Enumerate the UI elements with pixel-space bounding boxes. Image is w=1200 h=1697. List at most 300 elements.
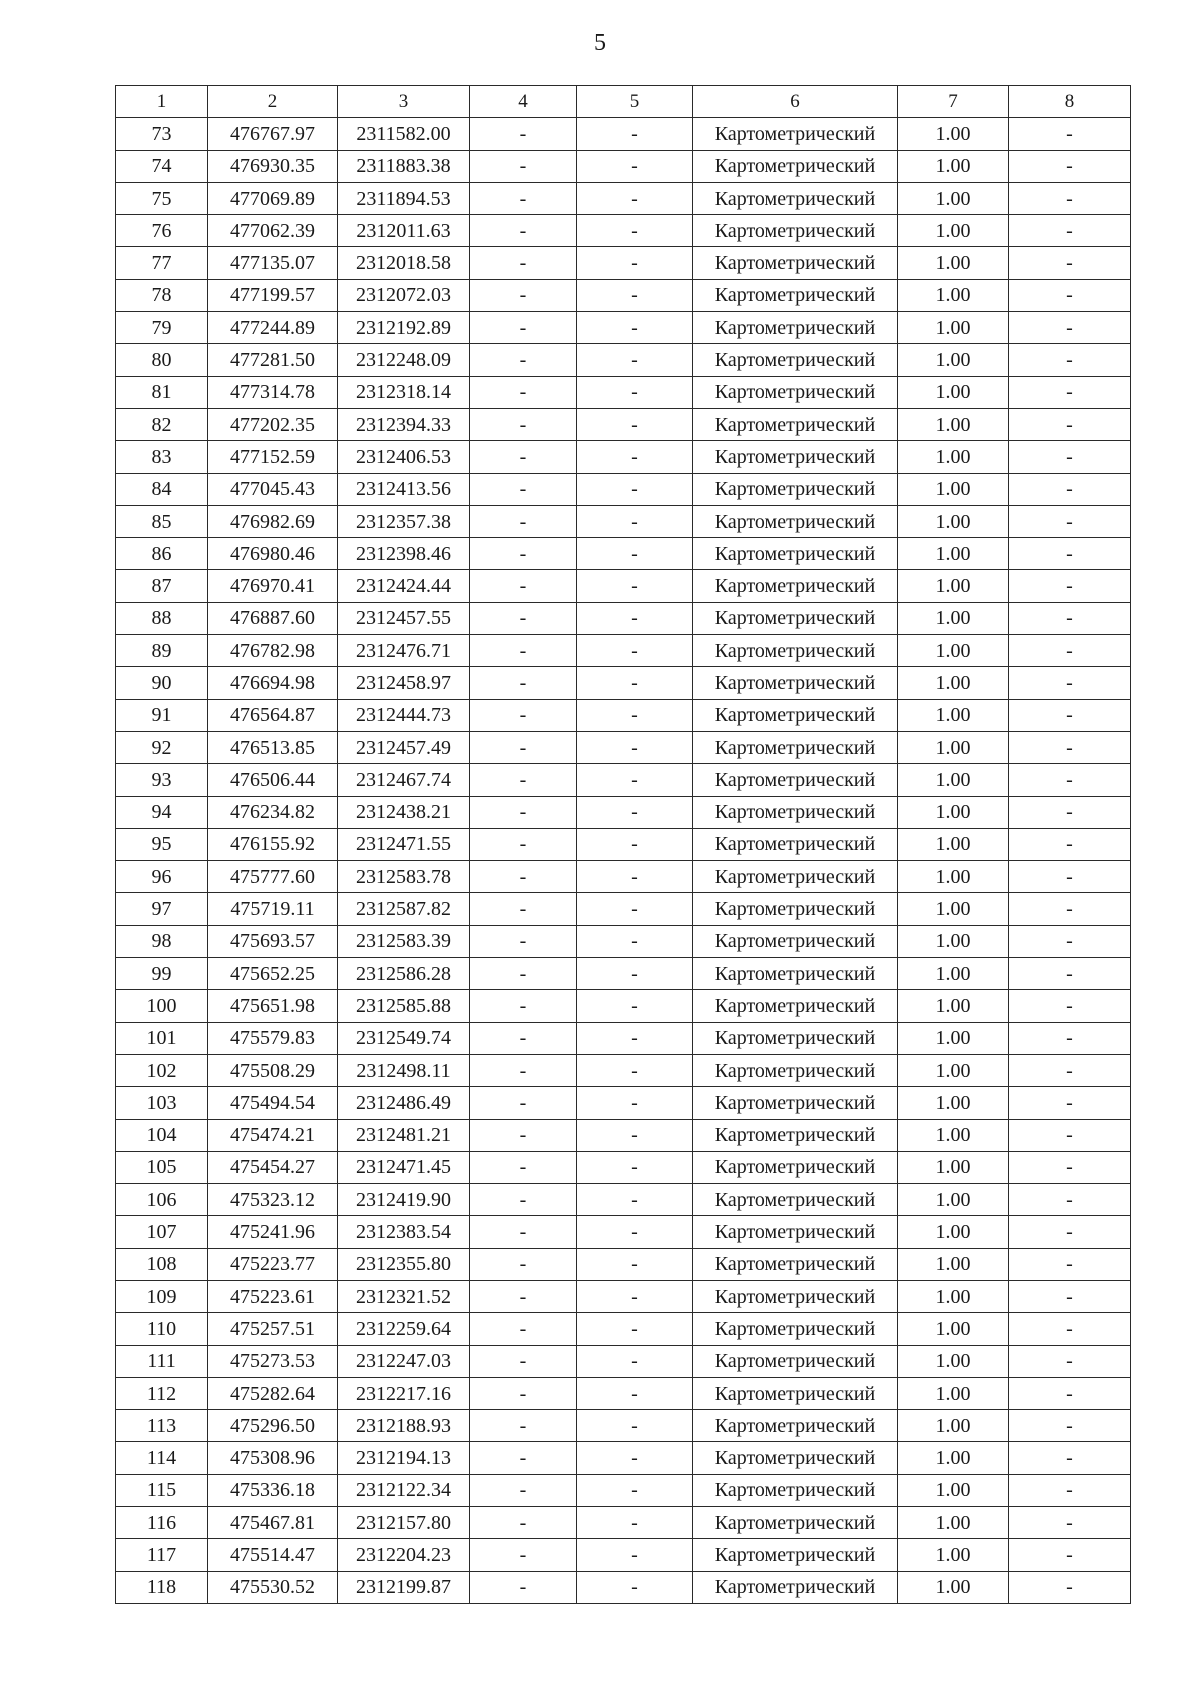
- point-number-cell: 91: [116, 699, 208, 731]
- column-8-cell: -: [1009, 1442, 1131, 1474]
- column-5-cell: -: [577, 1442, 693, 1474]
- column-4-cell: -: [470, 376, 577, 408]
- x-coordinate-cell: 475651.98: [208, 990, 338, 1022]
- column-5-cell: -: [577, 1280, 693, 1312]
- table-row: [116, 1539, 1131, 1571]
- column-4-cell: -: [470, 1280, 577, 1312]
- y-coordinate-cell: 2312247.03: [338, 1345, 470, 1377]
- x-coordinate-cell: 477199.57: [208, 279, 338, 311]
- x-coordinate-cell: 477314.78: [208, 376, 338, 408]
- point-number-cell: 96: [116, 861, 208, 893]
- y-coordinate-cell: 2312192.89: [338, 312, 470, 344]
- x-coordinate-cell: 475777.60: [208, 861, 338, 893]
- column-4-cell: -: [470, 1248, 577, 1280]
- column-4-cell: -: [470, 570, 577, 602]
- method-cell: Картометрический: [693, 344, 898, 376]
- column-4-cell: -: [470, 1054, 577, 1086]
- column-8-cell: -: [1009, 1087, 1131, 1119]
- y-coordinate-cell: 2312355.80: [338, 1248, 470, 1280]
- table-row: [116, 505, 1131, 537]
- point-number-cell: 118: [116, 1571, 208, 1603]
- x-coordinate-cell: 476982.69: [208, 505, 338, 537]
- y-coordinate-cell: 2312248.09: [338, 344, 470, 376]
- precision-cell: 1.00: [898, 893, 1009, 925]
- x-coordinate-cell: 475282.64: [208, 1377, 338, 1409]
- column-header: 1: [116, 86, 208, 118]
- table-row: [116, 344, 1131, 376]
- table-row: [116, 1087, 1131, 1119]
- precision-cell: 1.00: [898, 699, 1009, 731]
- x-coordinate-cell: 475494.54: [208, 1087, 338, 1119]
- table-row: [116, 731, 1131, 763]
- column-4-cell: -: [470, 893, 577, 925]
- method-cell: Картометрический: [693, 1248, 898, 1280]
- column-4-cell: -: [470, 182, 577, 214]
- table-row: [116, 635, 1131, 667]
- column-5-cell: -: [577, 635, 693, 667]
- column-4-cell: -: [470, 764, 577, 796]
- column-5-cell: -: [577, 473, 693, 505]
- point-number-cell: 73: [116, 118, 208, 150]
- method-cell: Картометрический: [693, 1054, 898, 1086]
- point-number-cell: 84: [116, 473, 208, 505]
- y-coordinate-cell: 2312259.64: [338, 1313, 470, 1345]
- method-cell: Картометрический: [693, 1184, 898, 1216]
- column-8-cell: -: [1009, 279, 1131, 311]
- column-8-cell: -: [1009, 1022, 1131, 1054]
- y-coordinate-cell: 2312122.34: [338, 1474, 470, 1506]
- column-4-cell: -: [470, 731, 577, 763]
- column-4-cell: -: [470, 118, 577, 150]
- y-coordinate-cell: 2312318.14: [338, 376, 470, 408]
- column-5-cell: -: [577, 925, 693, 957]
- column-8-cell: -: [1009, 1410, 1131, 1442]
- table-row: [116, 279, 1131, 311]
- precision-cell: 1.00: [898, 764, 1009, 796]
- point-number-cell: 78: [116, 279, 208, 311]
- column-5-cell: -: [577, 958, 693, 990]
- y-coordinate-cell: 2311582.00: [338, 118, 470, 150]
- column-5-cell: -: [577, 1474, 693, 1506]
- table-row: [116, 441, 1131, 473]
- table-row: [116, 667, 1131, 699]
- column-8-cell: -: [1009, 893, 1131, 925]
- column-5-cell: -: [577, 215, 693, 247]
- precision-cell: 1.00: [898, 182, 1009, 214]
- column-8-cell: -: [1009, 699, 1131, 731]
- x-coordinate-cell: 476767.97: [208, 118, 338, 150]
- column-8-cell: -: [1009, 764, 1131, 796]
- point-number-cell: 95: [116, 828, 208, 860]
- column-5-cell: -: [577, 667, 693, 699]
- point-number-cell: 99: [116, 958, 208, 990]
- x-coordinate-cell: 475223.61: [208, 1280, 338, 1312]
- column-5-cell: -: [577, 312, 693, 344]
- column-5-cell: -: [577, 118, 693, 150]
- y-coordinate-cell: 2312457.49: [338, 731, 470, 763]
- point-number-cell: 82: [116, 408, 208, 440]
- column-4-cell: -: [470, 215, 577, 247]
- column-5-cell: -: [577, 990, 693, 1022]
- x-coordinate-cell: 475719.11: [208, 893, 338, 925]
- method-cell: Картометрический: [693, 731, 898, 763]
- point-number-cell: 74: [116, 150, 208, 182]
- method-cell: Картометрический: [693, 925, 898, 957]
- column-8-cell: -: [1009, 667, 1131, 699]
- x-coordinate-cell: 476930.35: [208, 150, 338, 182]
- table-row: [116, 1474, 1131, 1506]
- column-8-cell: -: [1009, 861, 1131, 893]
- column-8-cell: -: [1009, 1151, 1131, 1183]
- table-row: [116, 312, 1131, 344]
- y-coordinate-cell: 2312424.44: [338, 570, 470, 602]
- column-8-cell: -: [1009, 796, 1131, 828]
- precision-cell: 1.00: [898, 1248, 1009, 1280]
- column-8-cell: -: [1009, 1216, 1131, 1248]
- method-cell: Картометрический: [693, 796, 898, 828]
- y-coordinate-cell: 2312217.16: [338, 1377, 470, 1409]
- precision-cell: 1.00: [898, 247, 1009, 279]
- column-8-cell: -: [1009, 247, 1131, 279]
- x-coordinate-cell: 477045.43: [208, 473, 338, 505]
- point-number-cell: 79: [116, 312, 208, 344]
- table-row: [116, 1054, 1131, 1086]
- precision-cell: 1.00: [898, 473, 1009, 505]
- column-8-cell: -: [1009, 1571, 1131, 1603]
- y-coordinate-cell: 2312587.82: [338, 893, 470, 925]
- method-cell: Картометрический: [693, 990, 898, 1022]
- precision-cell: 1.00: [898, 505, 1009, 537]
- column-4-cell: -: [470, 796, 577, 828]
- y-coordinate-cell: 2312018.58: [338, 247, 470, 279]
- precision-cell: 1.00: [898, 118, 1009, 150]
- precision-cell: 1.00: [898, 1151, 1009, 1183]
- column-8-cell: -: [1009, 150, 1131, 182]
- column-8-cell: -: [1009, 731, 1131, 763]
- table-row: [116, 796, 1131, 828]
- point-number-cell: 110: [116, 1313, 208, 1345]
- column-5-cell: -: [577, 247, 693, 279]
- column-8-cell: -: [1009, 1313, 1131, 1345]
- x-coordinate-cell: 476782.98: [208, 635, 338, 667]
- point-number-cell: 80: [116, 344, 208, 376]
- column-5-cell: -: [577, 344, 693, 376]
- point-number-cell: 101: [116, 1022, 208, 1054]
- column-8-cell: -: [1009, 1474, 1131, 1506]
- method-cell: Картометрический: [693, 215, 898, 247]
- y-coordinate-cell: 2312476.71: [338, 635, 470, 667]
- table-row: [116, 958, 1131, 990]
- y-coordinate-cell: 2312471.55: [338, 828, 470, 860]
- column-5-cell: -: [577, 1216, 693, 1248]
- column-8-cell: -: [1009, 828, 1131, 860]
- method-cell: Картометрический: [693, 1216, 898, 1248]
- column-4-cell: -: [470, 505, 577, 537]
- method-cell: Картометрический: [693, 1377, 898, 1409]
- column-5-cell: -: [577, 1119, 693, 1151]
- table-row: [116, 1216, 1131, 1248]
- column-8-cell: -: [1009, 376, 1131, 408]
- x-coordinate-cell: 477062.39: [208, 215, 338, 247]
- column-4-cell: -: [470, 473, 577, 505]
- column-8-cell: -: [1009, 1377, 1131, 1409]
- point-number-cell: 117: [116, 1539, 208, 1571]
- y-coordinate-cell: 2312549.74: [338, 1022, 470, 1054]
- column-4-cell: -: [470, 150, 577, 182]
- column-5-cell: -: [577, 1054, 693, 1086]
- x-coordinate-cell: 475241.96: [208, 1216, 338, 1248]
- x-coordinate-cell: 475579.83: [208, 1022, 338, 1054]
- y-coordinate-cell: 2312398.46: [338, 538, 470, 570]
- method-cell: Картометрический: [693, 667, 898, 699]
- column-8-cell: -: [1009, 1248, 1131, 1280]
- column-8-cell: -: [1009, 1539, 1131, 1571]
- precision-cell: 1.00: [898, 441, 1009, 473]
- precision-cell: 1.00: [898, 1571, 1009, 1603]
- x-coordinate-cell: 476694.98: [208, 667, 338, 699]
- method-cell: Картометрический: [693, 1119, 898, 1151]
- column-8-cell: -: [1009, 990, 1131, 1022]
- column-5-cell: -: [577, 1087, 693, 1119]
- column-header: 2: [208, 86, 338, 118]
- column-8-cell: -: [1009, 958, 1131, 990]
- column-4-cell: -: [470, 408, 577, 440]
- y-coordinate-cell: 2312438.21: [338, 796, 470, 828]
- column-5-cell: -: [577, 408, 693, 440]
- table-header: [116, 86, 1131, 118]
- column-8-cell: -: [1009, 1280, 1131, 1312]
- y-coordinate-cell: 2312194.13: [338, 1442, 470, 1474]
- column-5-cell: -: [577, 1571, 693, 1603]
- point-number-cell: 115: [116, 1474, 208, 1506]
- y-coordinate-cell: 2311894.53: [338, 182, 470, 214]
- point-number-cell: 114: [116, 1442, 208, 1474]
- precision-cell: 1.00: [898, 1345, 1009, 1377]
- precision-cell: 1.00: [898, 1119, 1009, 1151]
- column-5-cell: -: [577, 699, 693, 731]
- column-5-cell: -: [577, 602, 693, 634]
- table-row: [116, 150, 1131, 182]
- precision-cell: 1.00: [898, 1442, 1009, 1474]
- method-cell: Картометрический: [693, 538, 898, 570]
- table-row: [116, 1442, 1131, 1474]
- table-row: [116, 602, 1131, 634]
- point-number-cell: 87: [116, 570, 208, 602]
- method-cell: Картометрический: [693, 376, 898, 408]
- precision-cell: 1.00: [898, 602, 1009, 634]
- column-4-cell: -: [470, 247, 577, 279]
- column-5-cell: -: [577, 182, 693, 214]
- method-cell: Картометрический: [693, 1345, 898, 1377]
- column-8-cell: -: [1009, 1184, 1131, 1216]
- point-number-cell: 89: [116, 635, 208, 667]
- y-coordinate-cell: 2312199.87: [338, 1571, 470, 1603]
- table-body: [116, 118, 1131, 1604]
- x-coordinate-cell: 477244.89: [208, 312, 338, 344]
- y-coordinate-cell: 2312394.33: [338, 408, 470, 440]
- column-5-cell: -: [577, 538, 693, 570]
- x-coordinate-cell: 476887.60: [208, 602, 338, 634]
- point-number-cell: 104: [116, 1119, 208, 1151]
- column-4-cell: -: [470, 1345, 577, 1377]
- column-5-cell: -: [577, 279, 693, 311]
- y-coordinate-cell: 2312406.53: [338, 441, 470, 473]
- column-4-cell: -: [470, 861, 577, 893]
- column-4-cell: -: [470, 1571, 577, 1603]
- column-4-cell: -: [470, 1151, 577, 1183]
- column-8-cell: -: [1009, 441, 1131, 473]
- column-8-cell: -: [1009, 1345, 1131, 1377]
- precision-cell: 1.00: [898, 312, 1009, 344]
- precision-cell: 1.00: [898, 1507, 1009, 1539]
- precision-cell: 1.00: [898, 215, 1009, 247]
- method-cell: Картометрический: [693, 182, 898, 214]
- column-4-cell: -: [470, 312, 577, 344]
- y-coordinate-cell: 2312457.55: [338, 602, 470, 634]
- column-4-cell: -: [470, 699, 577, 731]
- precision-cell: 1.00: [898, 828, 1009, 860]
- point-number-cell: 83: [116, 441, 208, 473]
- table-row: [116, 118, 1131, 150]
- table-row: [116, 828, 1131, 860]
- x-coordinate-cell: 475454.27: [208, 1151, 338, 1183]
- point-number-cell: 88: [116, 602, 208, 634]
- precision-cell: 1.00: [898, 925, 1009, 957]
- precision-cell: 1.00: [898, 861, 1009, 893]
- precision-cell: 1.00: [898, 1087, 1009, 1119]
- column-4-cell: -: [470, 279, 577, 311]
- table-row: [116, 538, 1131, 570]
- y-coordinate-cell: 2312498.11: [338, 1054, 470, 1086]
- column-4-cell: -: [470, 925, 577, 957]
- column-5-cell: -: [577, 1377, 693, 1409]
- y-coordinate-cell: 2312444.73: [338, 699, 470, 731]
- method-cell: Картометрический: [693, 699, 898, 731]
- x-coordinate-cell: 475693.57: [208, 925, 338, 957]
- x-coordinate-cell: 476980.46: [208, 538, 338, 570]
- column-header: 5: [577, 86, 693, 118]
- y-coordinate-cell: 2312204.23: [338, 1539, 470, 1571]
- point-number-cell: 77: [116, 247, 208, 279]
- x-coordinate-cell: 476234.82: [208, 796, 338, 828]
- column-8-cell: -: [1009, 1054, 1131, 1086]
- point-number-cell: 81: [116, 376, 208, 408]
- column-5-cell: -: [577, 1184, 693, 1216]
- point-number-cell: 97: [116, 893, 208, 925]
- precision-cell: 1.00: [898, 731, 1009, 763]
- column-header: 8: [1009, 86, 1131, 118]
- point-number-cell: 105: [116, 1151, 208, 1183]
- table-row: [116, 215, 1131, 247]
- column-header: 3: [338, 86, 470, 118]
- table-row: [116, 1248, 1131, 1280]
- precision-cell: 1.00: [898, 376, 1009, 408]
- table-row: [116, 408, 1131, 440]
- point-number-cell: 116: [116, 1507, 208, 1539]
- column-5-cell: -: [577, 828, 693, 860]
- point-number-cell: 113: [116, 1410, 208, 1442]
- table-row: [116, 1184, 1131, 1216]
- x-coordinate-cell: 475308.96: [208, 1442, 338, 1474]
- point-number-cell: 93: [116, 764, 208, 796]
- column-5-cell: -: [577, 764, 693, 796]
- precision-cell: 1.00: [898, 635, 1009, 667]
- method-cell: Картометрический: [693, 893, 898, 925]
- point-number-cell: 100: [116, 990, 208, 1022]
- column-5-cell: -: [577, 570, 693, 602]
- point-number-cell: 106: [116, 1184, 208, 1216]
- precision-cell: 1.00: [898, 1377, 1009, 1409]
- column-8-cell: -: [1009, 505, 1131, 537]
- column-5-cell: -: [577, 1022, 693, 1054]
- x-coordinate-cell: 475530.52: [208, 1571, 338, 1603]
- column-5-cell: -: [577, 893, 693, 925]
- x-coordinate-cell: 477069.89: [208, 182, 338, 214]
- table-row: [116, 1280, 1131, 1312]
- x-coordinate-cell: 477202.35: [208, 408, 338, 440]
- method-cell: Картометрический: [693, 1087, 898, 1119]
- precision-cell: 1.00: [898, 1410, 1009, 1442]
- method-cell: Картометрический: [693, 150, 898, 182]
- precision-cell: 1.00: [898, 570, 1009, 602]
- precision-cell: 1.00: [898, 1280, 1009, 1312]
- table-row: [116, 376, 1131, 408]
- method-cell: Картометрический: [693, 764, 898, 796]
- table-row: [116, 1507, 1131, 1539]
- x-coordinate-cell: 477281.50: [208, 344, 338, 376]
- column-5-cell: -: [577, 861, 693, 893]
- column-4-cell: -: [470, 1442, 577, 1474]
- point-number-cell: 76: [116, 215, 208, 247]
- column-4-cell: -: [470, 958, 577, 990]
- y-coordinate-cell: 2312413.56: [338, 473, 470, 505]
- x-coordinate-cell: 477152.59: [208, 441, 338, 473]
- point-number-cell: 107: [116, 1216, 208, 1248]
- x-coordinate-cell: 475514.47: [208, 1539, 338, 1571]
- column-8-cell: -: [1009, 215, 1131, 247]
- column-8-cell: -: [1009, 1507, 1131, 1539]
- column-8-cell: -: [1009, 344, 1131, 376]
- column-4-cell: -: [470, 635, 577, 667]
- table-row: [116, 1022, 1131, 1054]
- y-coordinate-cell: 2312481.21: [338, 1119, 470, 1151]
- x-coordinate-cell: 475652.25: [208, 958, 338, 990]
- y-coordinate-cell: 2312188.93: [338, 1410, 470, 1442]
- column-8-cell: -: [1009, 635, 1131, 667]
- column-8-cell: -: [1009, 925, 1131, 957]
- column-5-cell: -: [577, 1410, 693, 1442]
- y-coordinate-cell: 2312585.88: [338, 990, 470, 1022]
- column-5-cell: -: [577, 1345, 693, 1377]
- point-number-cell: 108: [116, 1248, 208, 1280]
- y-coordinate-cell: 2312321.52: [338, 1280, 470, 1312]
- column-4-cell: -: [470, 1377, 577, 1409]
- x-coordinate-cell: 475257.51: [208, 1313, 338, 1345]
- table-row: [116, 247, 1131, 279]
- point-number-cell: 102: [116, 1054, 208, 1086]
- table-row: [116, 893, 1131, 925]
- method-cell: Картометрический: [693, 505, 898, 537]
- method-cell: Картометрический: [693, 1442, 898, 1474]
- precision-cell: 1.00: [898, 279, 1009, 311]
- y-coordinate-cell: 2312072.03: [338, 279, 470, 311]
- column-4-cell: -: [470, 1087, 577, 1119]
- method-cell: Картометрический: [693, 247, 898, 279]
- column-8-cell: -: [1009, 570, 1131, 602]
- table-row: [116, 1151, 1131, 1183]
- y-coordinate-cell: 2311883.38: [338, 150, 470, 182]
- table-row: [116, 473, 1131, 505]
